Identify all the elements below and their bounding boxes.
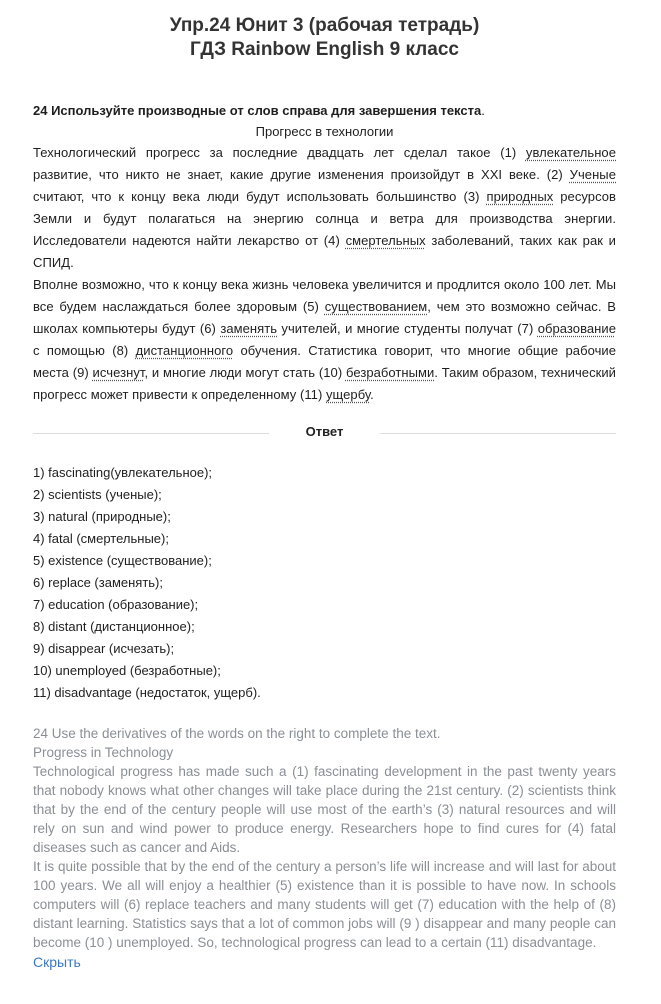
answer-item: 5) existence (существование); xyxy=(33,553,212,568)
text-segment: Технологический прогресс за последние двадцать лет сделал такое (1) xyxy=(33,145,526,160)
text-segment: считают, что к концу века люди будут использовать большинство (3) xyxy=(33,189,487,204)
text-segment: , и многие люди могут стать (10) xyxy=(144,365,346,380)
text-segment: . xyxy=(370,387,374,402)
english-text-block xyxy=(33,724,616,972)
divider-right xyxy=(380,433,616,434)
underlined-answer-word: образование xyxy=(537,321,616,336)
answer-item: 2) scientists (ученые); xyxy=(33,487,162,502)
text-segment: ресурсов Земли и будут полагаться на энергию солнца и ветра для производства энергии. Исследователи надеются найти лекарство от (4) xyxy=(33,189,617,248)
underlined-answer-word: ущербу xyxy=(326,387,371,402)
underlined-answer-word: смертельных xyxy=(345,233,426,248)
text-segment: с помощью (8) xyxy=(33,343,136,358)
task-instruction-text: 24 Используйте производные от слов справа для завершения текста xyxy=(33,103,482,118)
english-paragraph-2: It is quite possible that by the end of the century a person’s life will increase and will last for about 100 years. We all will enjoy a healthier (5) existence than it is possible to have now. In schools computers will (6) replace teachers and many students will get (7) education with the help of (8) distant learning. Statistics says that a lot of common jobs will (9 ) disappear and many people can become (10 ) unemployed. So, technological progress can lead to a certain (11) disadvantage. xyxy=(33,859,616,950)
text-segment: Вполне возможно, что к концу века жизнь человека увеличится и продлится около 100 лет. Мы все будем наслаждаться более здоровым (5) xyxy=(33,277,616,314)
title-line-1: Упр.24 Юнит 3 (рабочая тетрадь) xyxy=(169,15,480,36)
answer-item: 7) education (образование); xyxy=(33,597,199,612)
underlined-answer-word: увлекательное xyxy=(525,145,616,160)
answer-item: 11) disadvantage (недостаток, ущерб). xyxy=(33,685,261,700)
answer-heading: Ответ xyxy=(305,424,344,439)
answer-item: 8) distant (дистанционное); xyxy=(33,619,195,634)
underlined-answer-word: природных xyxy=(486,189,554,204)
text-segment: обучения. Статистика говорит, что многие общие рабочие места (9) xyxy=(33,343,616,380)
text-segment: заболеваний, таких как рак и СПИД. xyxy=(33,233,616,270)
task-text-title: Прогресс в технологии xyxy=(255,124,394,139)
hide-link[interactable]: Скрыть xyxy=(33,954,81,970)
task-paragraph-1 xyxy=(33,142,616,274)
answer-list xyxy=(33,462,616,704)
underlined-answer-word: заменять xyxy=(220,321,278,336)
underlined-answer-word: дистанционного xyxy=(135,343,234,358)
text-segment: , чем это возможно сейчас. В школах компьютеры будут (6) xyxy=(33,299,617,336)
underlined-answer-word: Ученые xyxy=(569,167,616,182)
answer-item: 9) disappear (исчезать); xyxy=(33,641,175,656)
english-paragraph-1: Technological progress has made such a (1) fascinating development in the past twenty years that nobody knows what other changes will take place during the 21st century. (2) scientists think that by the end of the century people will use most of the earth’s (3) natural resources and will rely on sun and wind power to produce energy. Researchers hope to find cures for (4) fatal diseases such as cancer and Aids. xyxy=(33,764,616,855)
task-paragraph-2 xyxy=(33,274,616,406)
english-title: Progress in Technology xyxy=(33,745,174,760)
text-segment: учителей, и многие студенты получат (7) xyxy=(277,321,538,336)
text-segment: . Таким образом, технический прогресс может привести к определенному (11) xyxy=(33,365,616,402)
text-segment: развитие, что никто не знает, какие другие изменения произойдут в XXI веке. (2) xyxy=(33,167,570,182)
english-instruction: 24 Use the derivatives of the words on the right to complete the text. xyxy=(33,726,441,741)
answer-item: 6) replace (заменять); xyxy=(33,575,163,590)
underlined-answer-word: безработными xyxy=(345,365,435,380)
page-content xyxy=(33,14,616,972)
answer-item: 4) fatal (смертельные); xyxy=(33,531,169,546)
task-instruction-dot: . xyxy=(481,103,485,118)
underlined-answer-word: существованием xyxy=(324,299,428,314)
answer-separator xyxy=(33,416,616,446)
underlined-answer-word: исчезнут xyxy=(92,365,145,380)
answer-item: 3) natural (природные); xyxy=(33,509,171,524)
answer-item: 1) fascinating(увлекательное); xyxy=(33,465,213,480)
title-line-2: ГДЗ Rainbow English 9 класс xyxy=(190,39,459,60)
page-title xyxy=(33,14,616,62)
task-instruction xyxy=(33,100,616,121)
task-block xyxy=(33,100,616,406)
answer-item: 10) unemployed (безработные); xyxy=(33,663,221,678)
